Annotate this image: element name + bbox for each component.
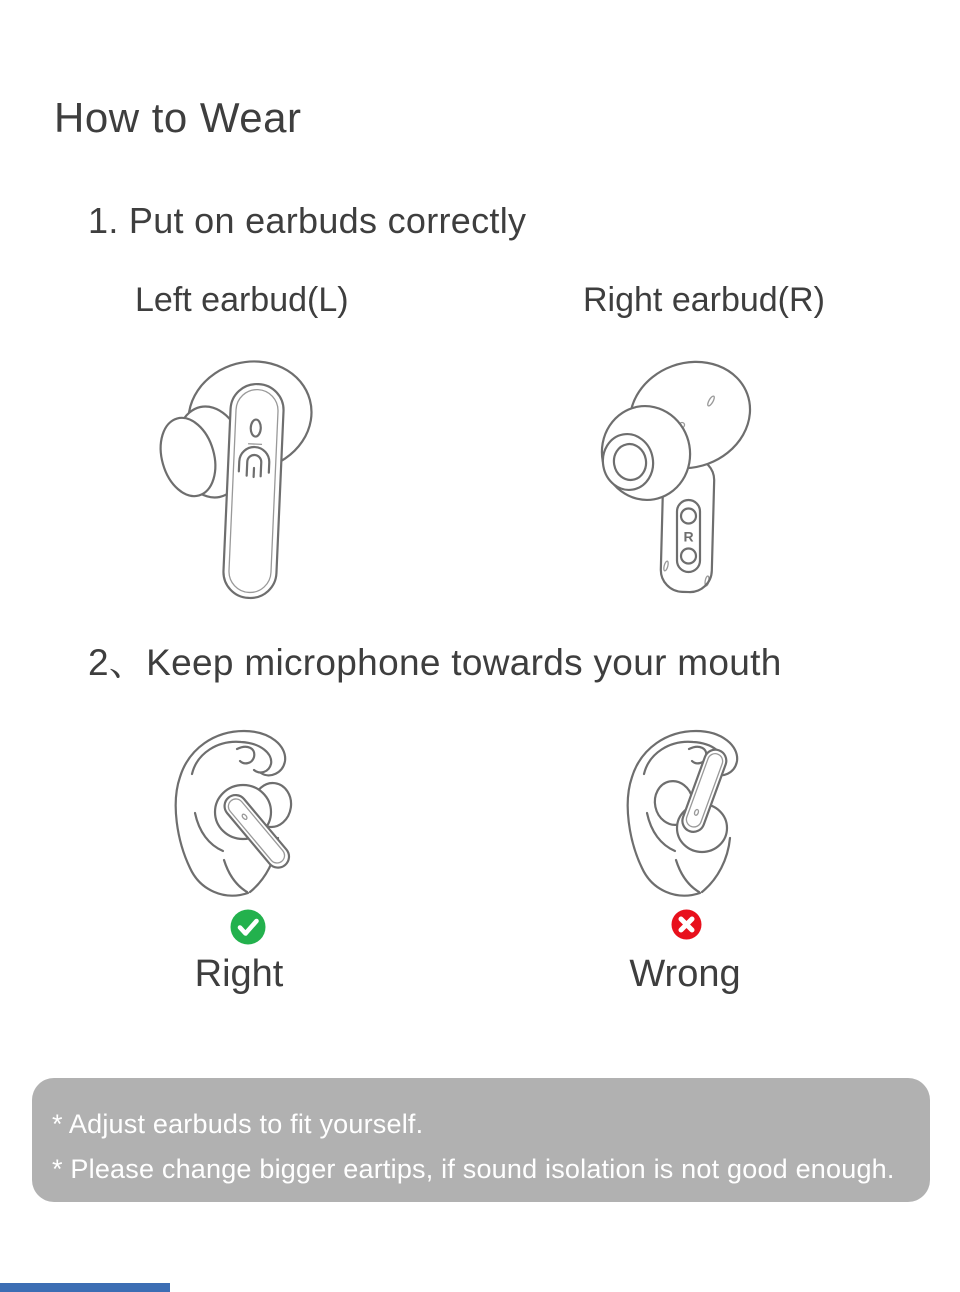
progress-bar [0, 1283, 170, 1292]
earbud-stem [222, 383, 284, 599]
left-earbud-illustration [150, 358, 400, 608]
correct-check-icon [229, 908, 267, 946]
correct-wear-illustration [160, 720, 370, 905]
right-earbud-illustration [590, 358, 840, 613]
earbud-in-ear [215, 781, 294, 873]
correct-label: Right [194, 953, 284, 995]
step2-heading: 2、Keep microphone towards your mouth [88, 642, 782, 683]
note-line: * Please change bigger eartips, if sound isolation is not good enough. [52, 1154, 895, 1184]
wrong-label: Wrong [629, 953, 741, 995]
right-earbud-label: Right earbud(R) [583, 281, 825, 319]
step1-heading: 1. Put on earbuds correctly [88, 200, 527, 241]
r-marking: R [683, 528, 694, 545]
page-title: How to Wear [54, 94, 302, 141]
earbud-in-ear [651, 747, 730, 852]
note-line: * Adjust earbuds to fit yourself. [52, 1109, 424, 1139]
notes-box [32, 1078, 930, 1202]
wrong-wear-illustration [612, 720, 822, 905]
wrong-x-icon [671, 909, 702, 940]
left-earbud-label: Left earbud(L) [135, 281, 349, 319]
